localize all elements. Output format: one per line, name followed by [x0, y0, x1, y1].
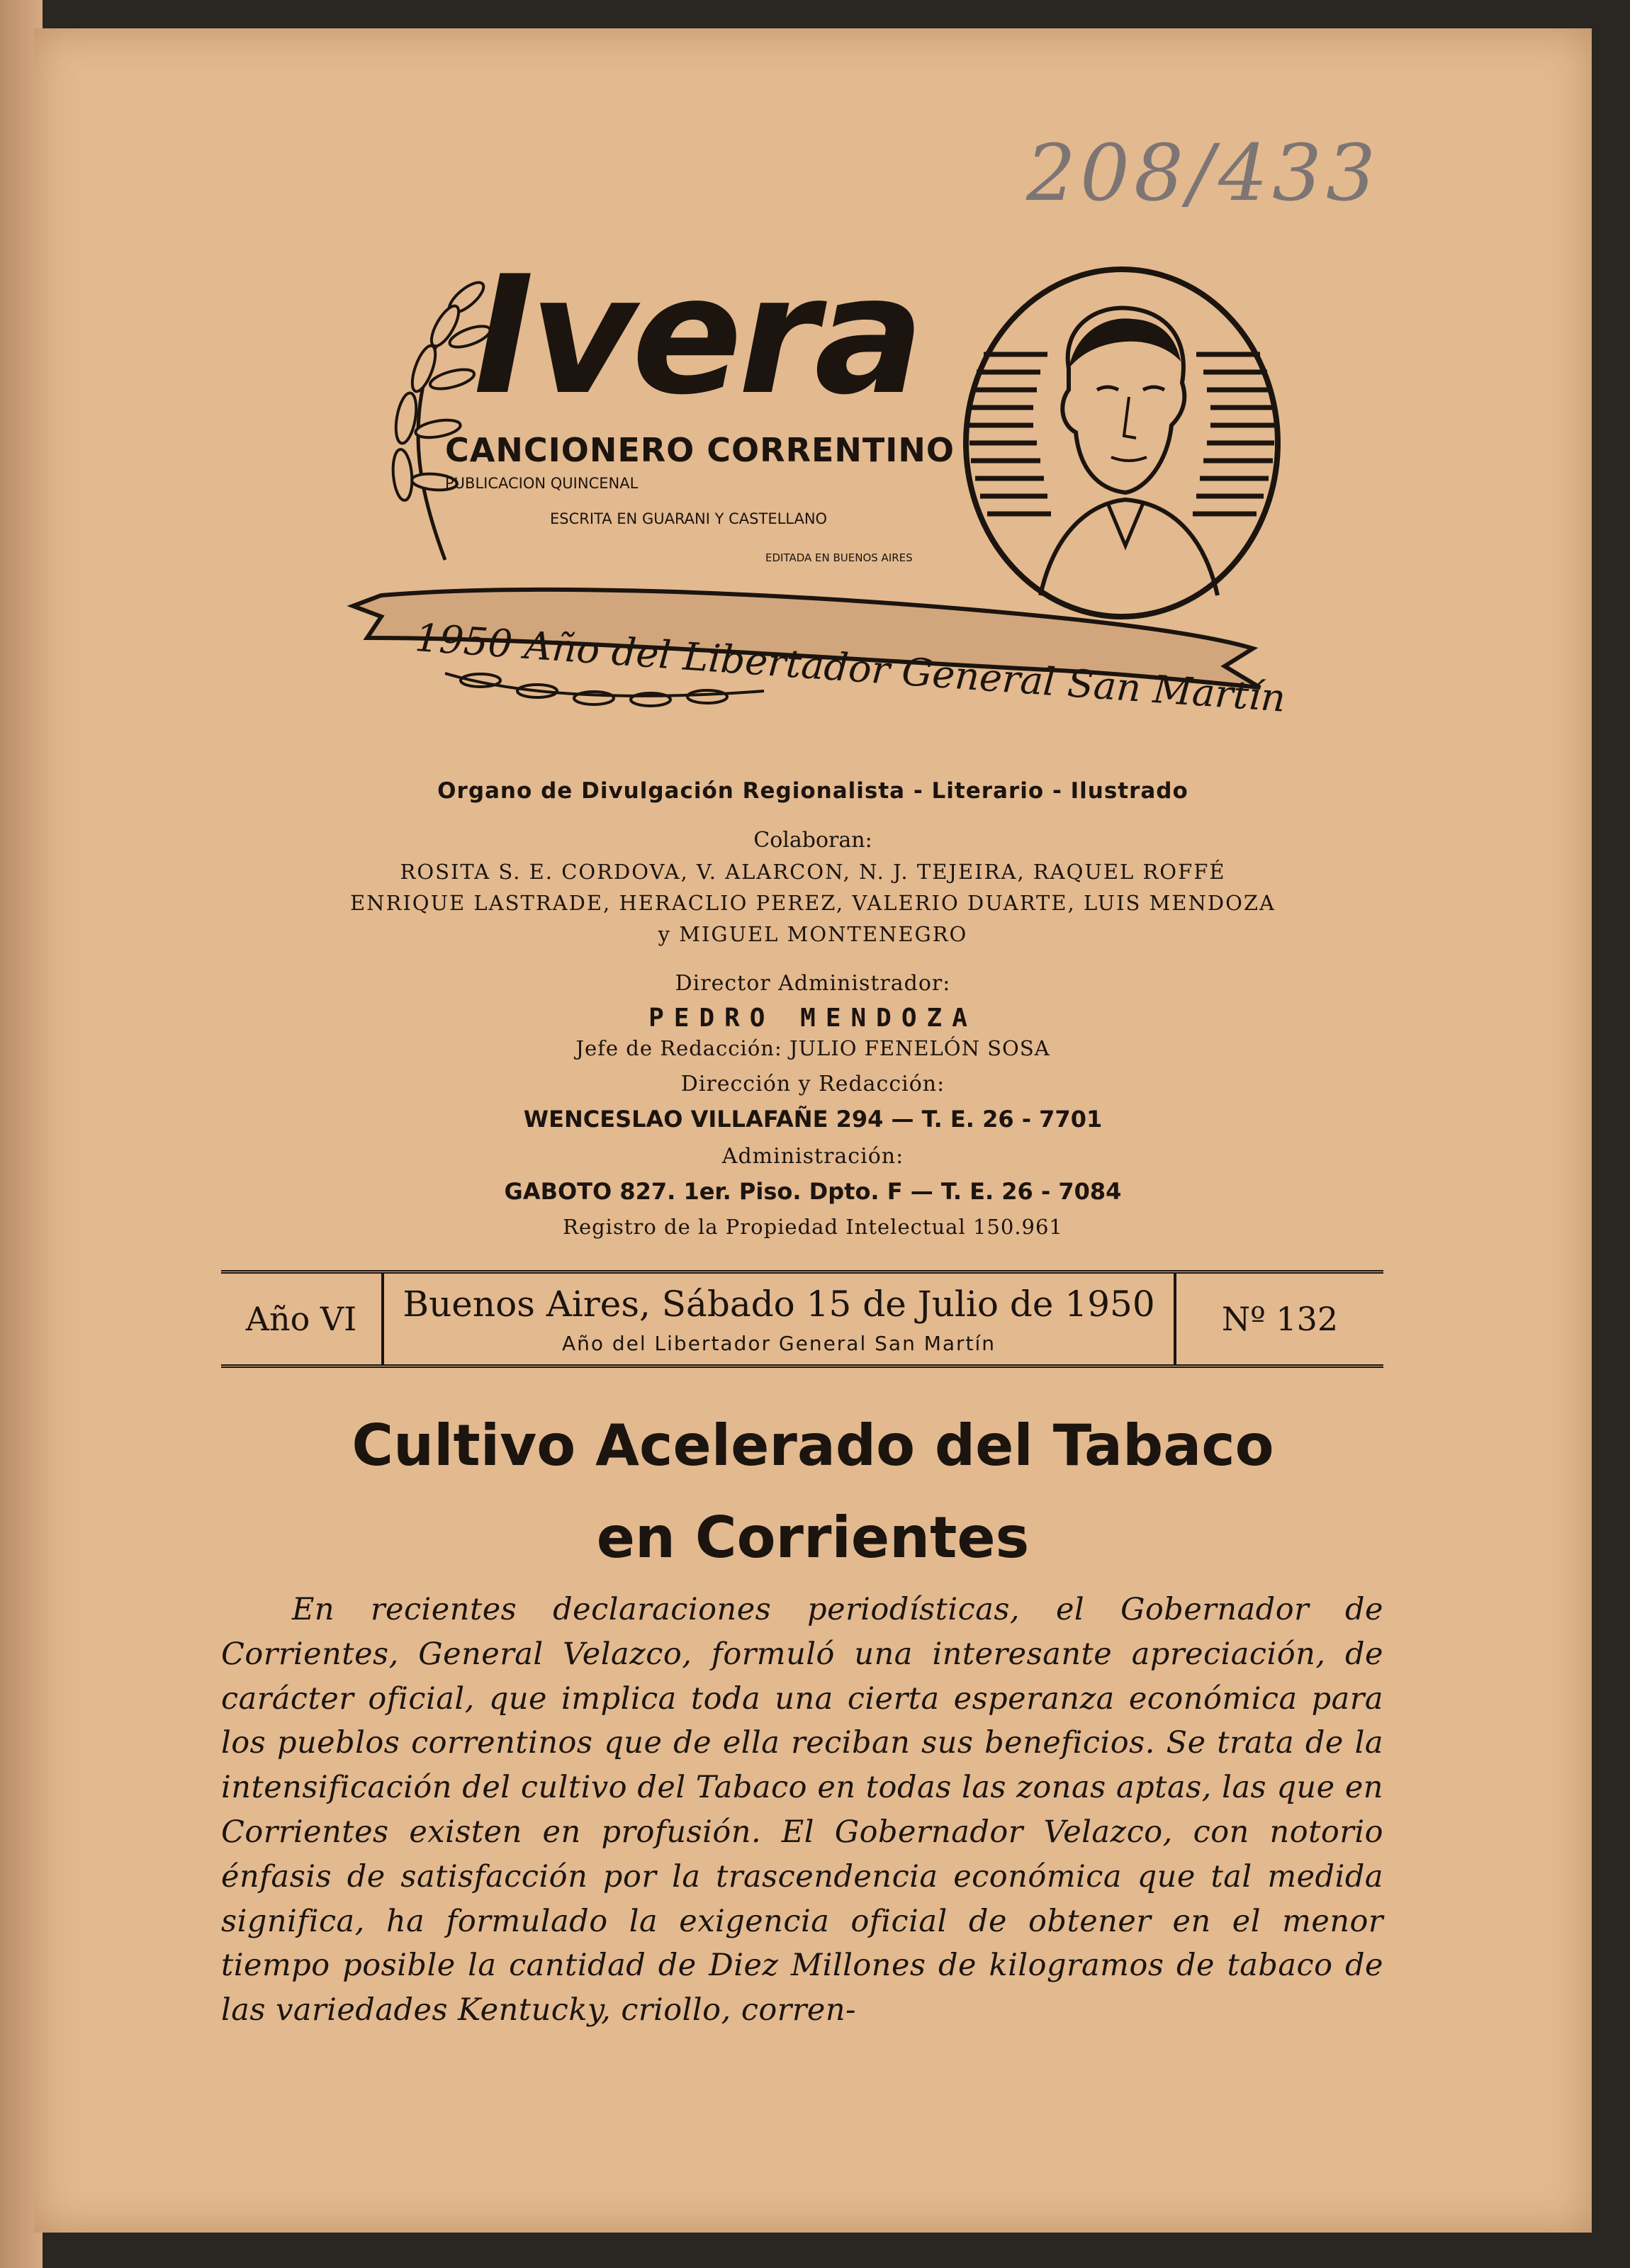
direccion-address: WENCESLAO VILLAFAÑE 294 — T. E. 26 - 7701	[523, 1106, 1103, 1133]
colaboran-names-line-3: y MIGUEL MONTENEGRO	[658, 922, 968, 946]
colaboran-names-line-2: ENRIQUE LASTRADE, HERACLIO PEREZ, VALERIO DUARTE, LUIS MENDOZA	[349, 891, 1276, 915]
article-headline-line-2: en Corrientes	[596, 1505, 1030, 1571]
laurel-branch-icon	[339, 269, 495, 567]
issue-year: Año VI	[221, 1274, 384, 1364]
issue-number: Nº 132	[1174, 1274, 1383, 1364]
director-name: PEDRO MENDOZA	[648, 1004, 977, 1033]
direccion-label: Dirección y Redacción:	[680, 1072, 945, 1096]
year-banner-text: 1950 Año del Libertador General San Martín	[413, 615, 1287, 721]
masthead-line-2: ESCRITA EN GUARANI Y CASTELLANO	[550, 510, 828, 527]
jefe-redaccion: Jefe de Redacción: JULIO FENELÓN SOSA	[575, 1036, 1050, 1060]
issue-motto: Año del Libertador General San Martín	[561, 1332, 996, 1355]
article-body: En recientes declaraciones periodísticas, el Gobernador de Corrientes, General Velazco, formuló una interesante apreciación, de carácter oficial, que implica toda una cierta esperanza económica para los pueblos correntinos que de ella reciban sus beneficios. Se trata de la intensificación del cultivo del Tabaco en todas las zonas aptas, las que en Corrientes existen en profusión. El Gobernador Velazco, con notorio énfasis de satisfacción por la trascendencia económica que tal medida significa, ha formulado la exigencia oficial de obtener en el menor tiempo posible la cantidad de Diez Millones de kilogramos de tabaco de las variedades Kentucky, criollo, corren-	[221, 1592, 1383, 2028]
colaboran-names-line-1: ROSITA S. E. CORDOVA, V. ALARCON, N. J. TEJEIRA, RAQUEL ROFFÉ	[400, 860, 1226, 884]
administracion-label: Administración:	[721, 1144, 904, 1169]
administracion-address: GABOTO 827. 1er. Piso. Dpto. F — T. E. 26 - 7084	[504, 1178, 1122, 1205]
director-label: Director Administrador:	[675, 971, 951, 996]
colaboran-label: Colaboran:	[753, 828, 872, 853]
article-headline-line-1: Cultivo Acelerado del Tabaco	[352, 1413, 1274, 1478]
colaboran-names	[34, 856, 1592, 950]
issue-dateline	[221, 1270, 1383, 1368]
handwritten-catalog-number: 208/433	[1026, 128, 1380, 218]
masthead-line-1: PUBLICACION QUINCENAL	[445, 475, 639, 492]
masthead-line-3: EDITADA EN BUENOS AIRES	[765, 551, 913, 564]
issue-date-block	[384, 1274, 1174, 1364]
masthead-title: Ivera	[473, 242, 921, 431]
magazine-page	[34, 28, 1592, 2233]
organo-line: Organo de Divulgación Regionalista - Literario - Ilustrado	[437, 778, 1188, 804]
masthead-subtitle: CANCIONERO CORRENTINO	[445, 431, 955, 469]
registro-line: Registro de la Propiedad Intelectual 150.961	[563, 1215, 1063, 1239]
issue-date: Buenos Aires, Sábado 15 de Julio de 1950	[403, 1284, 1155, 1325]
